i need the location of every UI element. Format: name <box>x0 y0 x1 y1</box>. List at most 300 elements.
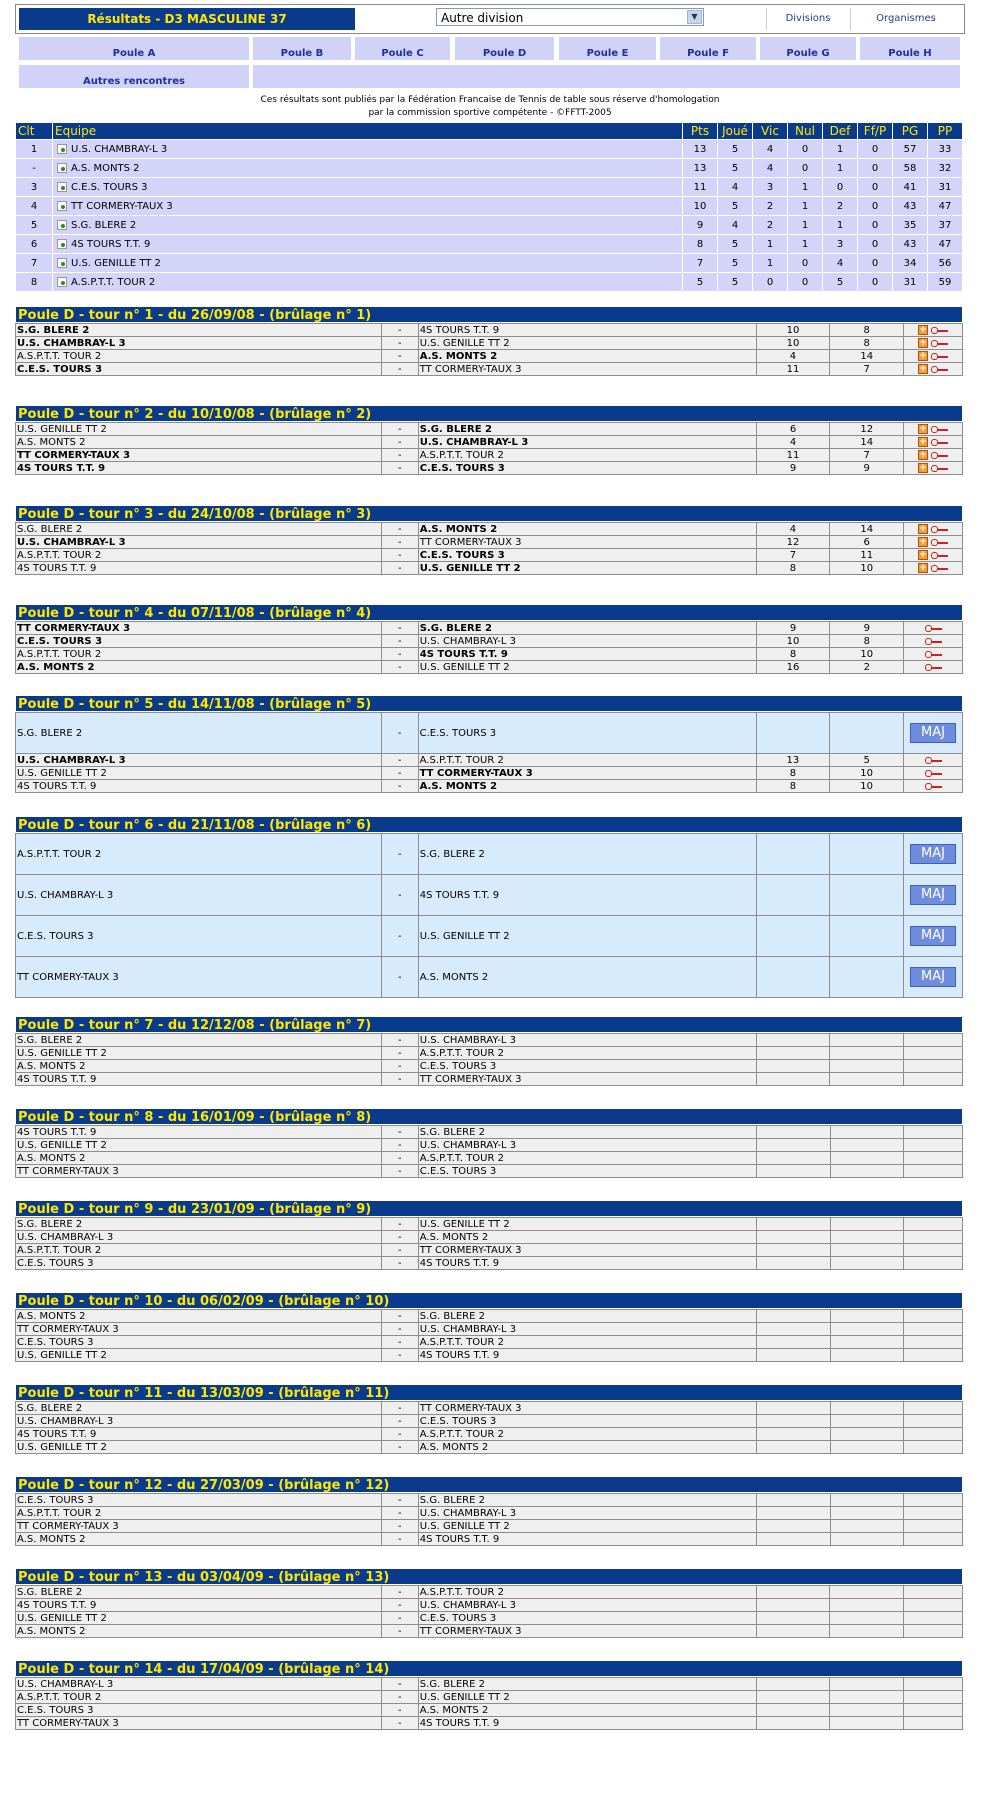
team-away: A.S.P.T.T. TOUR 2 <box>418 1428 756 1441</box>
team-icon[interactable] <box>57 201 67 211</box>
team-away: 4S TOURS T.T. 9 <box>418 648 756 661</box>
match-row <box>16 661 963 674</box>
match-row <box>16 462 963 475</box>
team-away: TT CORMERY-TAUX 3 <box>418 536 756 549</box>
match-actions <box>904 1336 963 1349</box>
team-home: C.E.S. TOURS 3 <box>16 916 382 957</box>
tab-poule-a[interactable]: Poule A <box>19 37 249 60</box>
match-separator: - <box>381 337 418 350</box>
key-icon[interactable] <box>931 353 948 359</box>
ranking-cell: 4 <box>16 197 53 216</box>
match-actions <box>904 1704 963 1717</box>
plus-icon[interactable]: + <box>919 462 927 473</box>
match-row <box>16 1428 963 1441</box>
plus-icon[interactable]: + <box>919 536 927 547</box>
score-away: 14 <box>830 523 904 536</box>
team-home: U.S. CHAMBRAY-L 3 <box>16 536 382 549</box>
tour-matches-table <box>15 522 963 575</box>
team-away: S.G. BLERE 2 <box>418 423 756 436</box>
ranking-cell: 4 <box>753 159 788 178</box>
tab-poule-h[interactable]: Poule H <box>860 37 960 60</box>
team-home: C.E.S. TOURS 3 <box>16 1257 382 1270</box>
team-home: U.S. GENILLE TT 2 <box>16 1612 382 1625</box>
match-row <box>16 350 963 363</box>
ranking-cell: 5 <box>718 273 753 292</box>
match-row <box>16 449 963 462</box>
ranking-cell: - <box>16 159 53 178</box>
match-actions <box>904 957 963 998</box>
team-icon[interactable] <box>57 144 67 154</box>
match-row <box>16 875 963 916</box>
score-home <box>756 1520 830 1533</box>
plus-icon[interactable]: + <box>919 324 927 335</box>
match-actions <box>904 1507 963 1520</box>
team-home: 4S TOURS T.T. 9 <box>16 1599 382 1612</box>
team-away: U.S. CHAMBRAY-L 3 <box>418 1323 756 1336</box>
team-home: C.E.S. TOURS 3 <box>16 1704 382 1717</box>
team-home: TT CORMERY-TAUX 3 <box>16 449 382 462</box>
match-row <box>16 337 963 350</box>
ranking-cell: 5 <box>823 273 858 292</box>
team-home: 4S TOURS T.T. 9 <box>16 1073 382 1086</box>
maj-button[interactable]: MAJ <box>910 844 956 864</box>
score-home <box>756 1257 830 1270</box>
team-away: TT CORMERY-TAUX 3 <box>418 1073 756 1086</box>
tab-autres-rencontres[interactable]: Autres rencontres <box>19 65 249 88</box>
team-home: TT CORMERY-TAUX 3 <box>16 1323 382 1336</box>
score-home <box>756 1073 830 1086</box>
plus-icon[interactable]: + <box>919 337 927 348</box>
ranking-team-name[interactable]: C.E.S. TOURS 3 <box>71 181 148 193</box>
score-away: 6 <box>830 536 904 549</box>
tour-matches-table <box>15 1493 963 1546</box>
score-away: 12 <box>830 423 904 436</box>
team-away: A.S.P.T.T. TOUR 2 <box>418 1586 756 1599</box>
team-away: TT CORMERY-TAUX 3 <box>418 767 756 780</box>
team-away: U.S. GENILLE TT 2 <box>418 562 756 575</box>
score-away <box>830 1691 904 1704</box>
team-home: S.G. BLERE 2 <box>16 1586 382 1599</box>
team-away: U.S. GENILLE TT 2 <box>418 916 756 957</box>
ranking-team <box>53 254 683 273</box>
team-away: A.S.P.T.T. TOUR 2 <box>418 1047 756 1060</box>
score-home: 4 <box>756 523 830 536</box>
match-separator: - <box>381 1402 418 1415</box>
ranking-team-name[interactable]: 4S TOURS T.T. 9 <box>71 238 151 250</box>
score-away: 10 <box>830 767 904 780</box>
match-row <box>16 1244 963 1257</box>
match-separator: - <box>381 1218 418 1231</box>
score-away <box>830 1415 904 1428</box>
ranking-team <box>53 235 683 254</box>
team-icon[interactable] <box>57 220 67 230</box>
match-actions <box>904 1165 963 1178</box>
ranking-cell: 0 <box>788 273 823 292</box>
col-equipe: Equipe <box>53 123 683 140</box>
key-icon[interactable] <box>931 439 948 445</box>
key-icon[interactable] <box>931 565 948 571</box>
score-home: 10 <box>756 324 830 337</box>
key-icon[interactable] <box>931 465 948 471</box>
division-select-value: Autre division <box>441 11 524 25</box>
match-separator: - <box>381 648 418 661</box>
maj-button[interactable]: MAJ <box>910 885 956 905</box>
match-actions <box>904 1139 963 1152</box>
col-pts: Pts <box>683 123 718 140</box>
col-joue: Joué <box>718 123 753 140</box>
key-icon[interactable] <box>925 651 942 657</box>
score-away <box>830 1349 904 1362</box>
score-away <box>830 1520 904 1533</box>
score-away <box>830 1073 904 1086</box>
team-away: A.S.P.T.T. TOUR 2 <box>418 1152 756 1165</box>
ranking-cell: 4 <box>753 140 788 159</box>
score-home: 10 <box>756 337 830 350</box>
score-away: 5 <box>830 754 904 767</box>
tour-matches-table <box>15 323 963 376</box>
ranking-cell: 7 <box>683 254 718 273</box>
match-separator: - <box>381 1507 418 1520</box>
team-icon[interactable] <box>57 277 67 287</box>
organismes-link[interactable]: Organismes <box>850 8 961 30</box>
score-home <box>756 1717 830 1730</box>
plus-icon[interactable]: + <box>919 436 927 447</box>
score-away <box>830 1231 904 1244</box>
team-home: U.S. CHAMBRAY-L 3 <box>16 754 382 767</box>
team-away: U.S. GENILLE TT 2 <box>418 1691 756 1704</box>
plus-icon[interactable]: + <box>919 562 927 573</box>
match-row <box>16 324 963 337</box>
key-icon[interactable] <box>931 539 948 545</box>
score-away: 8 <box>830 324 904 337</box>
score-away <box>830 1152 904 1165</box>
notice-line-1: Ces résultats sont publiés par la Fédération Francaise de Tennis de table sous réserve d'homologation <box>260 95 720 105</box>
team-away: U.S. CHAMBRAY-L 3 <box>418 1507 756 1520</box>
match-separator: - <box>381 1691 418 1704</box>
score-home <box>756 1336 830 1349</box>
match-actions <box>904 1599 963 1612</box>
team-home: TT CORMERY-TAUX 3 <box>16 1717 382 1730</box>
team-home: TT CORMERY-TAUX 3 <box>16 622 382 635</box>
key-icon[interactable] <box>925 638 942 644</box>
tab-poule-g[interactable]: Poule G <box>760 37 856 60</box>
match-separator: - <box>381 324 418 337</box>
tour-block <box>15 604 963 674</box>
team-home: A.S.P.T.T. TOUR 2 <box>16 549 382 562</box>
tour-title: Poule D - tour n° 3 - du 24/10/08 - (brûlage n° 3) <box>15 505 963 522</box>
score-away <box>830 1126 904 1139</box>
key-icon[interactable] <box>931 526 948 532</box>
match-row <box>16 1494 963 1507</box>
score-away <box>830 1034 904 1047</box>
match-row <box>16 1717 963 1730</box>
team-icon[interactable] <box>57 182 67 192</box>
score-home: 8 <box>756 767 830 780</box>
match-actions <box>904 1047 963 1060</box>
match-actions <box>904 648 963 661</box>
score-away <box>830 1165 904 1178</box>
match-actions <box>904 780 963 793</box>
divisions-link[interactable]: Divisions <box>766 8 849 30</box>
match-row <box>16 1165 963 1178</box>
match-actions <box>904 754 963 767</box>
ranking-row <box>16 254 963 273</box>
score-home <box>756 1126 830 1139</box>
key-icon[interactable] <box>925 757 942 763</box>
maj-button[interactable]: MAJ <box>910 926 956 946</box>
match-actions <box>904 622 963 635</box>
match-actions <box>904 1073 963 1086</box>
match-row <box>16 1034 963 1047</box>
match-separator: - <box>381 834 418 875</box>
score-home: 10 <box>756 635 830 648</box>
key-icon[interactable] <box>931 426 948 432</box>
score-home: 9 <box>756 622 830 635</box>
page-title: Résultats - D3 MASCULINE 37 <box>19 8 355 30</box>
ranking-cell: 1 <box>788 216 823 235</box>
score-away <box>830 916 904 957</box>
plus-icon[interactable]: + <box>919 423 927 434</box>
ranking-row <box>16 197 963 216</box>
match-actions <box>904 1218 963 1231</box>
team-away: S.G. BLERE 2 <box>418 1494 756 1507</box>
ranking-team <box>53 140 683 159</box>
ranking-row <box>16 235 963 254</box>
match-row <box>16 1599 963 1612</box>
col-pg: PG <box>893 123 928 140</box>
tour-title: Poule D - tour n° 5 - du 14/11/08 - (brûlage n° 5) <box>15 695 963 712</box>
team-away: 4S TOURS T.T. 9 <box>418 324 756 337</box>
score-home <box>756 1625 830 1638</box>
ranking-cell: 4 <box>718 178 753 197</box>
ranking-cell: 5 <box>683 273 718 292</box>
match-separator: - <box>381 1323 418 1336</box>
plus-icon[interactable]: + <box>919 350 927 361</box>
ranking-row <box>16 178 963 197</box>
ranking-cell: 6 <box>16 235 53 254</box>
score-home: 13 <box>756 754 830 767</box>
team-home: 4S TOURS T.T. 9 <box>16 780 382 793</box>
ranking-cell: 13 <box>683 159 718 178</box>
team-icon[interactable] <box>57 258 67 268</box>
tab-poule-e[interactable]: Poule E <box>559 37 656 60</box>
maj-button[interactable]: MAJ <box>910 723 956 743</box>
match-separator: - <box>381 1599 418 1612</box>
ranking-team-name[interactable]: A.S. MONTS 2 <box>71 162 140 174</box>
match-row <box>16 1139 963 1152</box>
score-home <box>756 1415 830 1428</box>
score-home: 4 <box>756 350 830 363</box>
team-home: TT CORMERY-TAUX 3 <box>16 1520 382 1533</box>
team-home: A.S. MONTS 2 <box>16 661 382 674</box>
match-actions <box>904 1231 963 1244</box>
key-icon[interactable] <box>931 552 948 558</box>
division-select[interactable] <box>436 8 704 26</box>
plus-icon[interactable]: + <box>919 523 927 534</box>
ranking-cell: 0 <box>858 178 893 197</box>
match-separator: - <box>381 1139 418 1152</box>
plus-icon[interactable]: + <box>919 363 927 374</box>
match-row <box>16 436 963 449</box>
col-def: Def <box>823 123 858 140</box>
score-away <box>830 1586 904 1599</box>
score-home: 8 <box>756 562 830 575</box>
tour-title: Poule D - tour n° 10 - du 06/02/09 - (brûlage n° 10) <box>15 1292 963 1309</box>
score-home: 8 <box>756 648 830 661</box>
score-away <box>830 1612 904 1625</box>
score-away <box>830 834 904 875</box>
tour-title: Poule D - tour n° 8 - du 16/01/09 - (brûlage n° 8) <box>15 1108 963 1125</box>
match-actions <box>904 1691 963 1704</box>
match-row <box>16 754 963 767</box>
key-icon[interactable] <box>925 770 942 776</box>
key-icon[interactable] <box>931 327 948 333</box>
match-separator: - <box>381 1625 418 1638</box>
team-away: S.G. BLERE 2 <box>418 1126 756 1139</box>
ranking-cell: 1 <box>753 254 788 273</box>
score-away <box>830 1507 904 1520</box>
score-away: 8 <box>830 635 904 648</box>
team-icon[interactable] <box>57 239 67 249</box>
ranking-cell: 8 <box>16 273 53 292</box>
key-icon[interactable] <box>925 625 942 631</box>
tour-title: Poule D - tour n° 13 - du 03/04/09 - (brûlage n° 13) <box>15 1568 963 1585</box>
ranking-cell: 4 <box>718 216 753 235</box>
ranking-cell: 41 <box>893 178 928 197</box>
match-separator: - <box>381 1612 418 1625</box>
match-row <box>16 1520 963 1533</box>
ranking-cell: 58 <box>893 159 928 178</box>
match-actions <box>904 767 963 780</box>
score-away: 7 <box>830 449 904 462</box>
team-home: C.E.S. TOURS 3 <box>16 1494 382 1507</box>
score-away <box>830 1533 904 1546</box>
match-row <box>16 562 963 575</box>
match-separator: - <box>381 350 418 363</box>
score-home <box>756 1586 830 1599</box>
plus-icon[interactable]: + <box>919 449 927 460</box>
team-away: U.S. CHAMBRAY-L 3 <box>418 436 756 449</box>
ranking-row <box>16 273 963 292</box>
team-away: S.G. BLERE 2 <box>418 834 756 875</box>
match-separator: - <box>381 1034 418 1047</box>
ranking-team-name[interactable]: S.G. BLERE 2 <box>71 219 137 231</box>
ranking-team-name[interactable]: U.S. CHAMBRAY-L 3 <box>71 143 168 155</box>
match-actions <box>904 1625 963 1638</box>
match-separator: - <box>381 536 418 549</box>
ranking-cell: 0 <box>858 254 893 273</box>
match-actions <box>904 1415 963 1428</box>
score-away <box>830 1310 904 1323</box>
maj-button[interactable]: MAJ <box>910 967 956 987</box>
team-icon[interactable] <box>57 163 67 173</box>
match-row <box>16 1402 963 1415</box>
ranking-cell: 1 <box>753 235 788 254</box>
ranking-cell: 43 <box>893 197 928 216</box>
score-home <box>756 875 830 916</box>
match-separator: - <box>381 1060 418 1073</box>
key-icon[interactable] <box>925 783 942 789</box>
team-home: S.G. BLERE 2 <box>16 1034 382 1047</box>
chevron-down-icon[interactable]: ▼ <box>687 10 702 24</box>
header-bar <box>15 4 965 34</box>
score-home: 16 <box>756 661 830 674</box>
ranking-team-name[interactable]: A.S.P.T.T. TOUR 2 <box>71 276 156 288</box>
team-away: 4S TOURS T.T. 9 <box>418 1257 756 1270</box>
ranking-cell: 35 <box>893 216 928 235</box>
match-actions <box>904 661 963 674</box>
match-row <box>16 1678 963 1691</box>
team-home: A.S.P.T.T. TOUR 2 <box>16 1691 382 1704</box>
score-home <box>756 1139 830 1152</box>
tour-block <box>15 405 963 475</box>
ranking-cell: 5 <box>718 254 753 273</box>
match-separator: - <box>381 622 418 635</box>
team-away: U.S. GENILLE TT 2 <box>418 1520 756 1533</box>
score-away <box>830 1428 904 1441</box>
ranking-team-name[interactable]: U.S. GENILLE TT 2 <box>71 257 161 269</box>
match-separator: - <box>381 1586 418 1599</box>
match-separator: - <box>381 1415 418 1428</box>
match-actions <box>904 1428 963 1441</box>
tab-poule-b[interactable]: Poule B <box>253 37 351 60</box>
team-home: S.G. BLERE 2 <box>16 1218 382 1231</box>
notice-line-2: par la commission sportive compétente - ©FFTT-2005 <box>368 108 612 118</box>
score-home: 11 <box>756 449 830 462</box>
ranking-cell: 0 <box>858 159 893 178</box>
match-separator: - <box>381 1336 418 1349</box>
tour-block <box>15 816 963 998</box>
tour-title: Poule D - tour n° 2 - du 10/10/08 - (brûlage n° 2) <box>15 405 963 422</box>
key-icon[interactable] <box>931 340 948 346</box>
ranking-cell: 0 <box>788 140 823 159</box>
match-row <box>16 549 963 562</box>
ranking-cell: 7 <box>16 254 53 273</box>
team-away: C.E.S. TOURS 3 <box>418 462 756 475</box>
match-separator: - <box>381 767 418 780</box>
tour-title: Poule D - tour n° 11 - du 13/03/09 - (brûlage n° 11) <box>15 1384 963 1401</box>
team-away: U.S. CHAMBRAY-L 3 <box>418 1599 756 1612</box>
match-separator: - <box>381 462 418 475</box>
match-separator: - <box>381 1494 418 1507</box>
match-row <box>16 1691 963 1704</box>
team-home: S.G. BLERE 2 <box>16 324 382 337</box>
match-separator: - <box>381 1073 418 1086</box>
match-separator: - <box>381 423 418 436</box>
key-icon[interactable] <box>925 664 942 670</box>
team-home: U.S. GENILLE TT 2 <box>16 1139 382 1152</box>
plus-icon[interactable]: + <box>919 549 927 560</box>
tab-poule-d[interactable]: Poule D <box>455 37 554 60</box>
col-clt: Clt <box>16 123 53 140</box>
ranking-cell: 0 <box>823 178 858 197</box>
tab-poule-c[interactable]: Poule C <box>355 37 450 60</box>
key-icon[interactable] <box>931 452 948 458</box>
match-separator: - <box>381 1165 418 1178</box>
key-icon[interactable] <box>931 366 948 372</box>
match-actions <box>904 337 963 350</box>
score-home <box>756 1218 830 1231</box>
match-row <box>16 1533 963 1546</box>
team-home: U.S. CHAMBRAY-L 3 <box>16 1231 382 1244</box>
match-separator: - <box>381 1704 418 1717</box>
team-away: C.E.S. TOURS 3 <box>418 549 756 562</box>
team-away: A.S.P.T.T. TOUR 2 <box>418 754 756 767</box>
match-actions <box>904 523 963 536</box>
score-away <box>830 1599 904 1612</box>
ranking-team-name[interactable]: TT CORMERY-TAUX 3 <box>71 200 173 212</box>
tab-poule-f[interactable]: Poule F <box>660 37 756 60</box>
